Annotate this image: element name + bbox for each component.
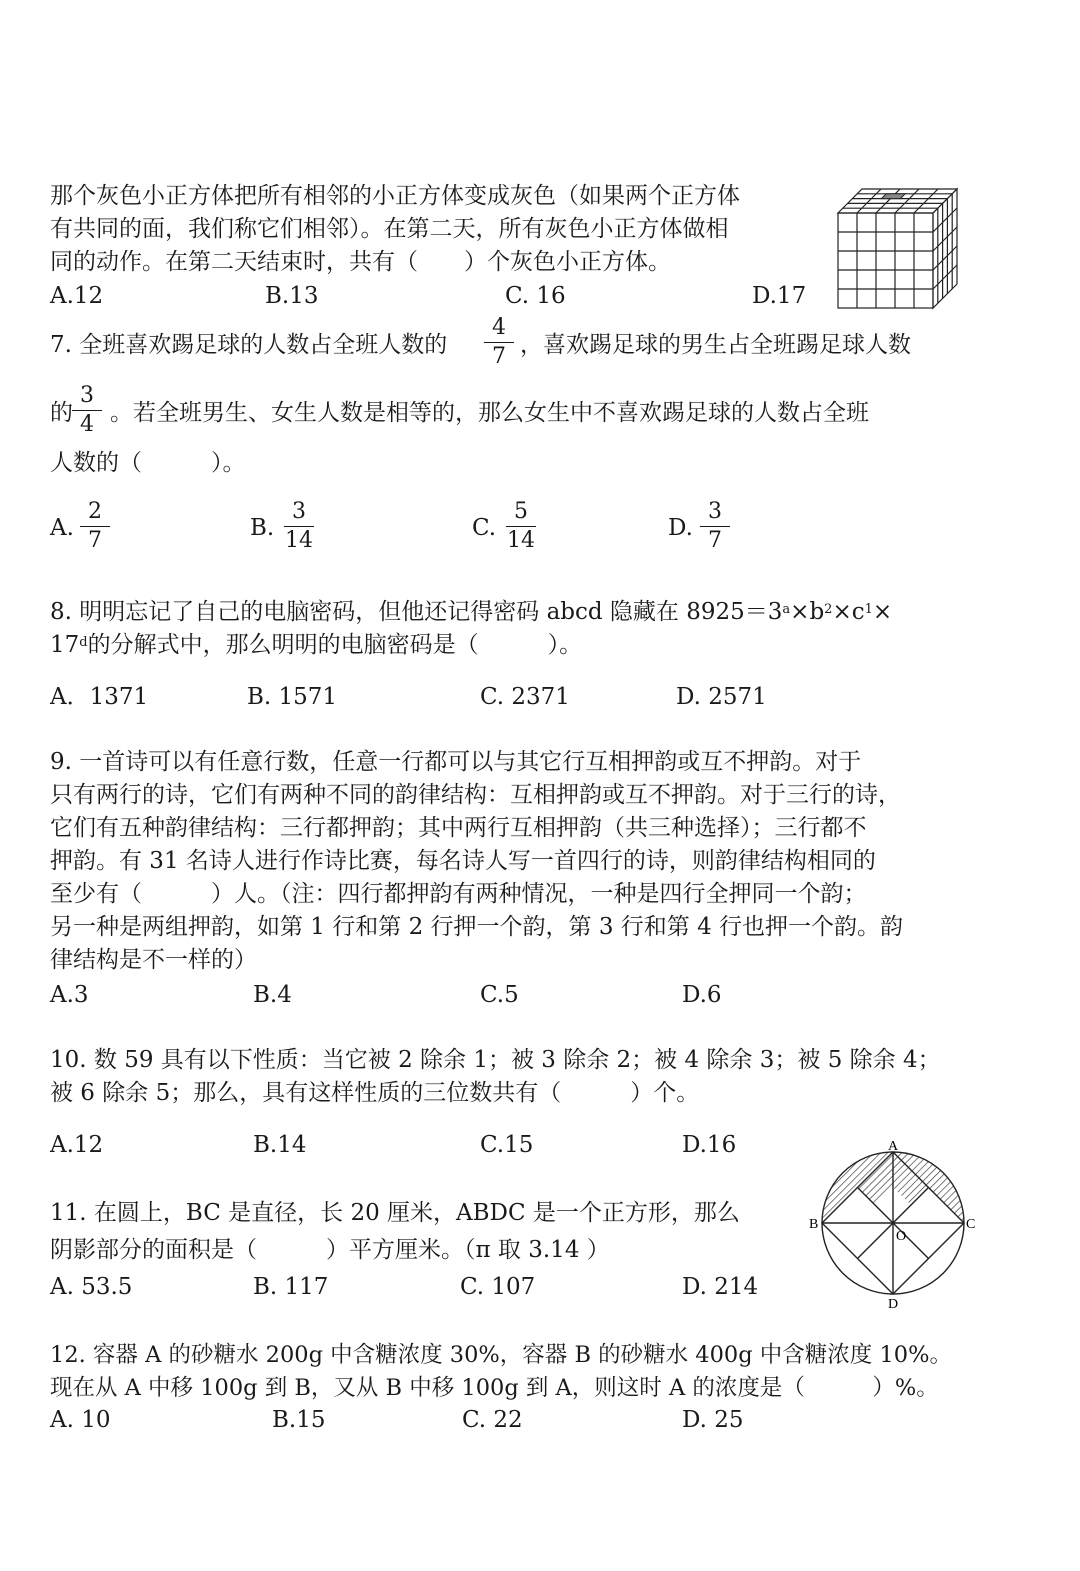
q9-option-c: C.5 [480, 982, 519, 1008]
q11-option-a: A. 53.5 [50, 1274, 133, 1300]
q8-times: × [872, 599, 893, 625]
q12-option-b: B.15 [272, 1407, 326, 1433]
fraction-bar [700, 526, 730, 527]
q8-line-1 [50, 597, 892, 627]
exponent-1: 1 [864, 602, 873, 617]
q7-line-1-pre: 7. 全班喜欢踢足球的人数占全班人数的 [50, 332, 448, 358]
q11-line-1: 11. 在圆上，BC 是直径，长 20 厘米，ABDC 是一个正方形，那么 [50, 1200, 740, 1226]
q9-option-a: A.3 [50, 982, 89, 1008]
circle-square-figure [808, 1140, 978, 1310]
q10-option-d: D.16 [682, 1132, 737, 1158]
q7-fraction-2 [72, 384, 102, 437]
denominator: 14 [507, 528, 535, 553]
denominator: 14 [285, 528, 313, 553]
label-c: C [966, 1217, 976, 1232]
q8-option-c: C. 2371 [480, 684, 570, 710]
q11-option-c: C. 107 [460, 1274, 536, 1300]
fraction-bar [72, 410, 102, 411]
numerator: 3 [708, 499, 722, 524]
q9-line-4: 押韵。有 31 名诗人进行作诗比赛，每名诗人写一首四行的诗，则韵律结构相同的 [50, 848, 876, 874]
q6-line-3: 同的动作。在第二天结束时，共有（ ）个灰色小正方体。 [50, 249, 671, 275]
q7-line-3: 人数的（ ）。 [50, 450, 246, 476]
q8-option-d: D. 2571 [676, 684, 767, 710]
q9-line-7: 律结构是不一样的） [50, 947, 257, 973]
q6-option-d: D.17 [752, 283, 807, 309]
q7-fraction-2-numerator: 3 [80, 383, 94, 408]
q8-seventeen: 17 [50, 632, 80, 658]
q6-option-c: C. 16 [505, 283, 566, 309]
q10-option-a: A.12 [50, 1132, 104, 1158]
q12-option-a: A. 10 [50, 1407, 111, 1433]
q10-line-1: 10. 数 59 具有以下性质：当它被 2 除余 1；被 3 除余 2；被 4 除余 3；被 5 除余 4； [50, 1047, 941, 1073]
q7-line-2-pre: 的 [50, 400, 73, 426]
q7-line-2-post: 。若全班男生、女生人数是相等的，那么女生中不喜欢踢足球的人数占全班 [110, 400, 869, 426]
q9-line-2: 只有两行的诗，它们有两种不同的韵律结构：互相押韵或互不押韵。对于三行的诗， [50, 782, 901, 808]
fraction-bar [80, 526, 110, 527]
label-d: D [888, 1297, 899, 1310]
q11-option-d: D. 214 [682, 1274, 759, 1300]
q9-line-1: 9. 一首诗可以有任意行数，任意一行都可以与其它行互相押韵或互不押韵。对于 [50, 749, 862, 775]
fraction-bar [484, 342, 514, 343]
q8-line-1-text: 8. 明明忘记了自己的电脑密码，但他还记得密码 abcd 隐藏在 8925＝3 [50, 599, 783, 625]
denominator: 7 [708, 528, 722, 553]
fraction-bar [284, 526, 314, 527]
fraction-bar [506, 526, 536, 527]
q6-line-1: 那个灰色小正方体把所有相邻的小正方体变成灰色（如果两个正方体 [50, 183, 740, 209]
q7-option-c-label: C. [472, 515, 497, 541]
q9-option-d: D.6 [682, 982, 722, 1008]
exponent-2: 2 [824, 602, 833, 617]
q6-option-b: B.13 [265, 283, 319, 309]
q12-line-1: 12. 容器 A 的砂糖水 200g 中含糖浓度 30%，容器 B 的砂糖水 400g 中含糖浓度 10%。 [50, 1342, 952, 1368]
label-o: O [896, 1229, 907, 1244]
q6-line-2: 有共同的面，我们称它们相邻）。在第二天，所有灰色小正方体做相 [50, 216, 729, 242]
q7-option-d-label: D. [668, 515, 693, 541]
q7-option-b-fraction [284, 500, 314, 553]
label-a: A [888, 1140, 899, 1154]
q7-option-b-label: B. [250, 515, 275, 541]
q9-option-b: B.4 [253, 982, 292, 1008]
q10-option-c: C.15 [480, 1132, 534, 1158]
numerator: 2 [88, 499, 102, 524]
numerator: 3 [292, 499, 306, 524]
q10-line-2: 被 6 除余 5；那么，具有这样性质的三位数共有（ ）个。 [50, 1080, 700, 1106]
q11-line-2: 阴影部分的面积是（ ）平方厘米。（π 取 3.14 ） [50, 1237, 610, 1263]
q6-option-a: A.12 [50, 283, 104, 309]
q8-option-b: B. 1571 [247, 684, 338, 710]
q9-line-5: 至少有（ ）人。（注：四行都押韵有两种情况，一种是四行全押同一个韵； [50, 881, 867, 907]
q7-option-a-label: A. [50, 515, 74, 541]
numerator: 5 [514, 499, 528, 524]
q7-option-a-fraction [80, 500, 110, 553]
q7-fraction-2-denominator: 4 [80, 412, 94, 437]
q7-option-d-fraction [700, 500, 730, 553]
q10-option-b: B.14 [253, 1132, 307, 1158]
q7-line-1-post: ，喜欢踢足球的男生占全班踢足球人数 [520, 332, 911, 358]
q12-option-d: D. 25 [682, 1407, 744, 1433]
q8-line-2-text: 的分解式中，那么明明的电脑密码是（ ）。 [87, 632, 583, 658]
q8-times-b: ×b [790, 599, 825, 625]
q12-line-2: 现在从 A 中移 100g 到 B，又从 B 中移 100g 到 A，则这时 A 的浓度是（ ）%。 [50, 1375, 939, 1401]
q11-option-b: B. 117 [253, 1274, 329, 1300]
gray-cube-marker [881, 194, 905, 199]
q7-option-c-fraction [506, 500, 536, 553]
q8-option-a: A．1371 [50, 684, 149, 710]
q9-line-6: 另一种是两组押韵，如第 1 行和第 2 行押一个韵，第 3 行和第 4 行也押一个韵。韵 [50, 914, 904, 940]
cube-grid-figure [832, 183, 962, 313]
q7-fraction-1-denominator: 7 [492, 344, 506, 369]
exponent-a: a [782, 602, 791, 617]
label-b: B [809, 1217, 819, 1232]
denominator: 7 [88, 528, 102, 553]
q12-option-c: C. 22 [462, 1407, 523, 1433]
q8-times-c: ×c [832, 599, 865, 625]
exponent-d: d [79, 635, 88, 650]
q7-fraction-1-numerator: 4 [492, 315, 506, 340]
q8-line-2 [50, 630, 582, 660]
q9-line-3: 它们有五种韵律结构：三行都押韵；其中两行互相押韵（共三种选择）；三行都不 [50, 815, 867, 841]
q7-fraction-1 [484, 316, 514, 369]
